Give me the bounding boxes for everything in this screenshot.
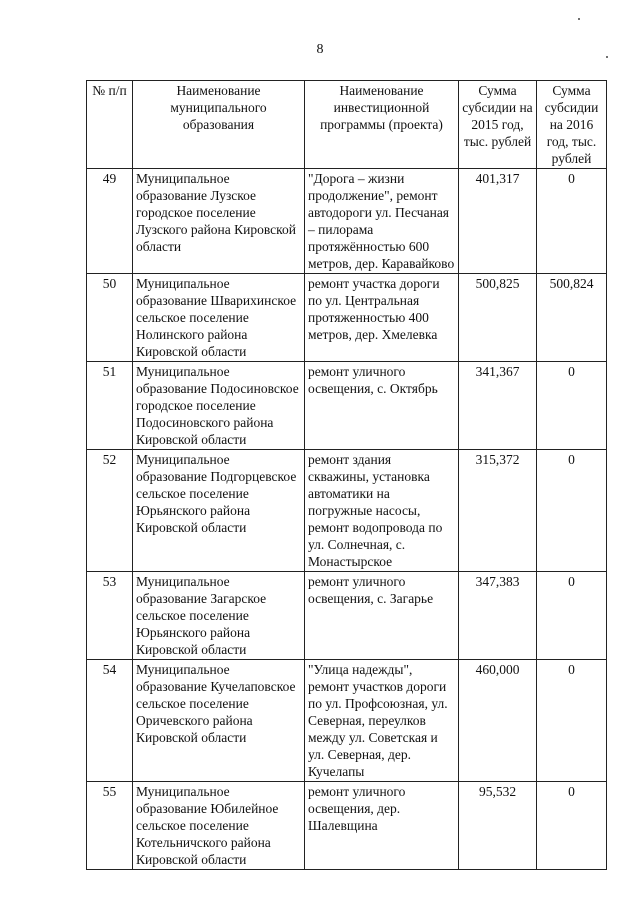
sum-2016: 0 xyxy=(537,450,607,572)
row-number: 50 xyxy=(87,274,133,362)
header-municipality: Наименование муниципального образования xyxy=(133,81,305,169)
table-row xyxy=(87,274,607,362)
program-name: ремонт здания скважины, установка автоматики на погружные насосы, ремонт водопровода по ул. Солнечная, с. Монастырское xyxy=(305,450,459,572)
page-number: 8 xyxy=(316,42,324,57)
table-row xyxy=(87,169,607,274)
subsidy-table xyxy=(86,80,607,870)
sum-2016: 0 xyxy=(537,169,607,274)
municipality-name: Муниципальное образование Загарское сельское поселение Юрьянского района Кировской области xyxy=(133,572,305,660)
scan-speck xyxy=(606,56,608,58)
municipality-name: Муниципальное образование Подгорцевское сельское поселение Юрьянского района Кировской области xyxy=(133,450,305,572)
scan-speck xyxy=(578,18,580,20)
table-header-row xyxy=(87,81,607,169)
row-number: 52 xyxy=(87,450,133,572)
municipality-name: Муниципальное образование Шварихинское сельское поселение Нолинского района Кировской области xyxy=(133,274,305,362)
row-number: 55 xyxy=(87,782,133,870)
sum-2015: 315,372 xyxy=(459,450,537,572)
sum-2016: 0 xyxy=(537,572,607,660)
sum-2016: 0 xyxy=(537,782,607,870)
sum-2015: 341,367 xyxy=(459,362,537,450)
table-row xyxy=(87,782,607,870)
table-row xyxy=(87,660,607,782)
program-name: ремонт уличного освещения, с. Октябрь xyxy=(305,362,459,450)
sum-2016: 0 xyxy=(537,362,607,450)
program-name: ремонт уличного освещения, дер. Шалевщина xyxy=(305,782,459,870)
header-sum-2016: Сумма субсидии на 2016 год, тыс. рублей xyxy=(537,81,607,169)
municipality-name: Муниципальное образование Юбилейное сельское поселение Котельничского района Кировской области xyxy=(133,782,305,870)
program-name: ремонт уличного освещения, с. Загарье xyxy=(305,572,459,660)
row-number: 49 xyxy=(87,169,133,274)
sum-2016: 500,824 xyxy=(537,274,607,362)
sum-2015: 95,532 xyxy=(459,782,537,870)
municipality-name: Муниципальное образование Кучелаповское сельское поселение Оричевского района Кировской области xyxy=(133,660,305,782)
row-number: 53 xyxy=(87,572,133,660)
municipality-name: Муниципальное образование Лузское городское поселение Лузского района Кировской области xyxy=(133,169,305,274)
program-name: "Улица надежды", ремонт участков дороги по ул. Профсоюзная, ул. Северная, переулков между ул. Советская и ул. Северная, дер. Кучелапы xyxy=(305,660,459,782)
table-row xyxy=(87,450,607,572)
table-row xyxy=(87,572,607,660)
header-sum-2015: Сумма субсидии на 2015 год, тыс. рублей xyxy=(459,81,537,169)
sum-2015: 401,317 xyxy=(459,169,537,274)
row-number: 54 xyxy=(87,660,133,782)
program-name: "Дорога – жизни продолжение", ремонт автодороги ул. Песчаная – пилорама протяжённостью 600 метров, дер. Каравайково xyxy=(305,169,459,274)
table-row xyxy=(87,362,607,450)
header-num: № п/п xyxy=(87,81,133,169)
program-name: ремонт участка дороги по ул. Центральная протяженностью 400 метров, дер. Хмелевка xyxy=(305,274,459,362)
sum-2015: 460,000 xyxy=(459,660,537,782)
header-program: Наименование инвестиционной программы (проекта) xyxy=(305,81,459,169)
municipality-name: Муниципальное образование Подосиновское городское поселение Подосиновского района Кировской области xyxy=(133,362,305,450)
sum-2015: 500,825 xyxy=(459,274,537,362)
sum-2015: 347,383 xyxy=(459,572,537,660)
sum-2016: 0 xyxy=(537,660,607,782)
row-number: 51 xyxy=(87,362,133,450)
